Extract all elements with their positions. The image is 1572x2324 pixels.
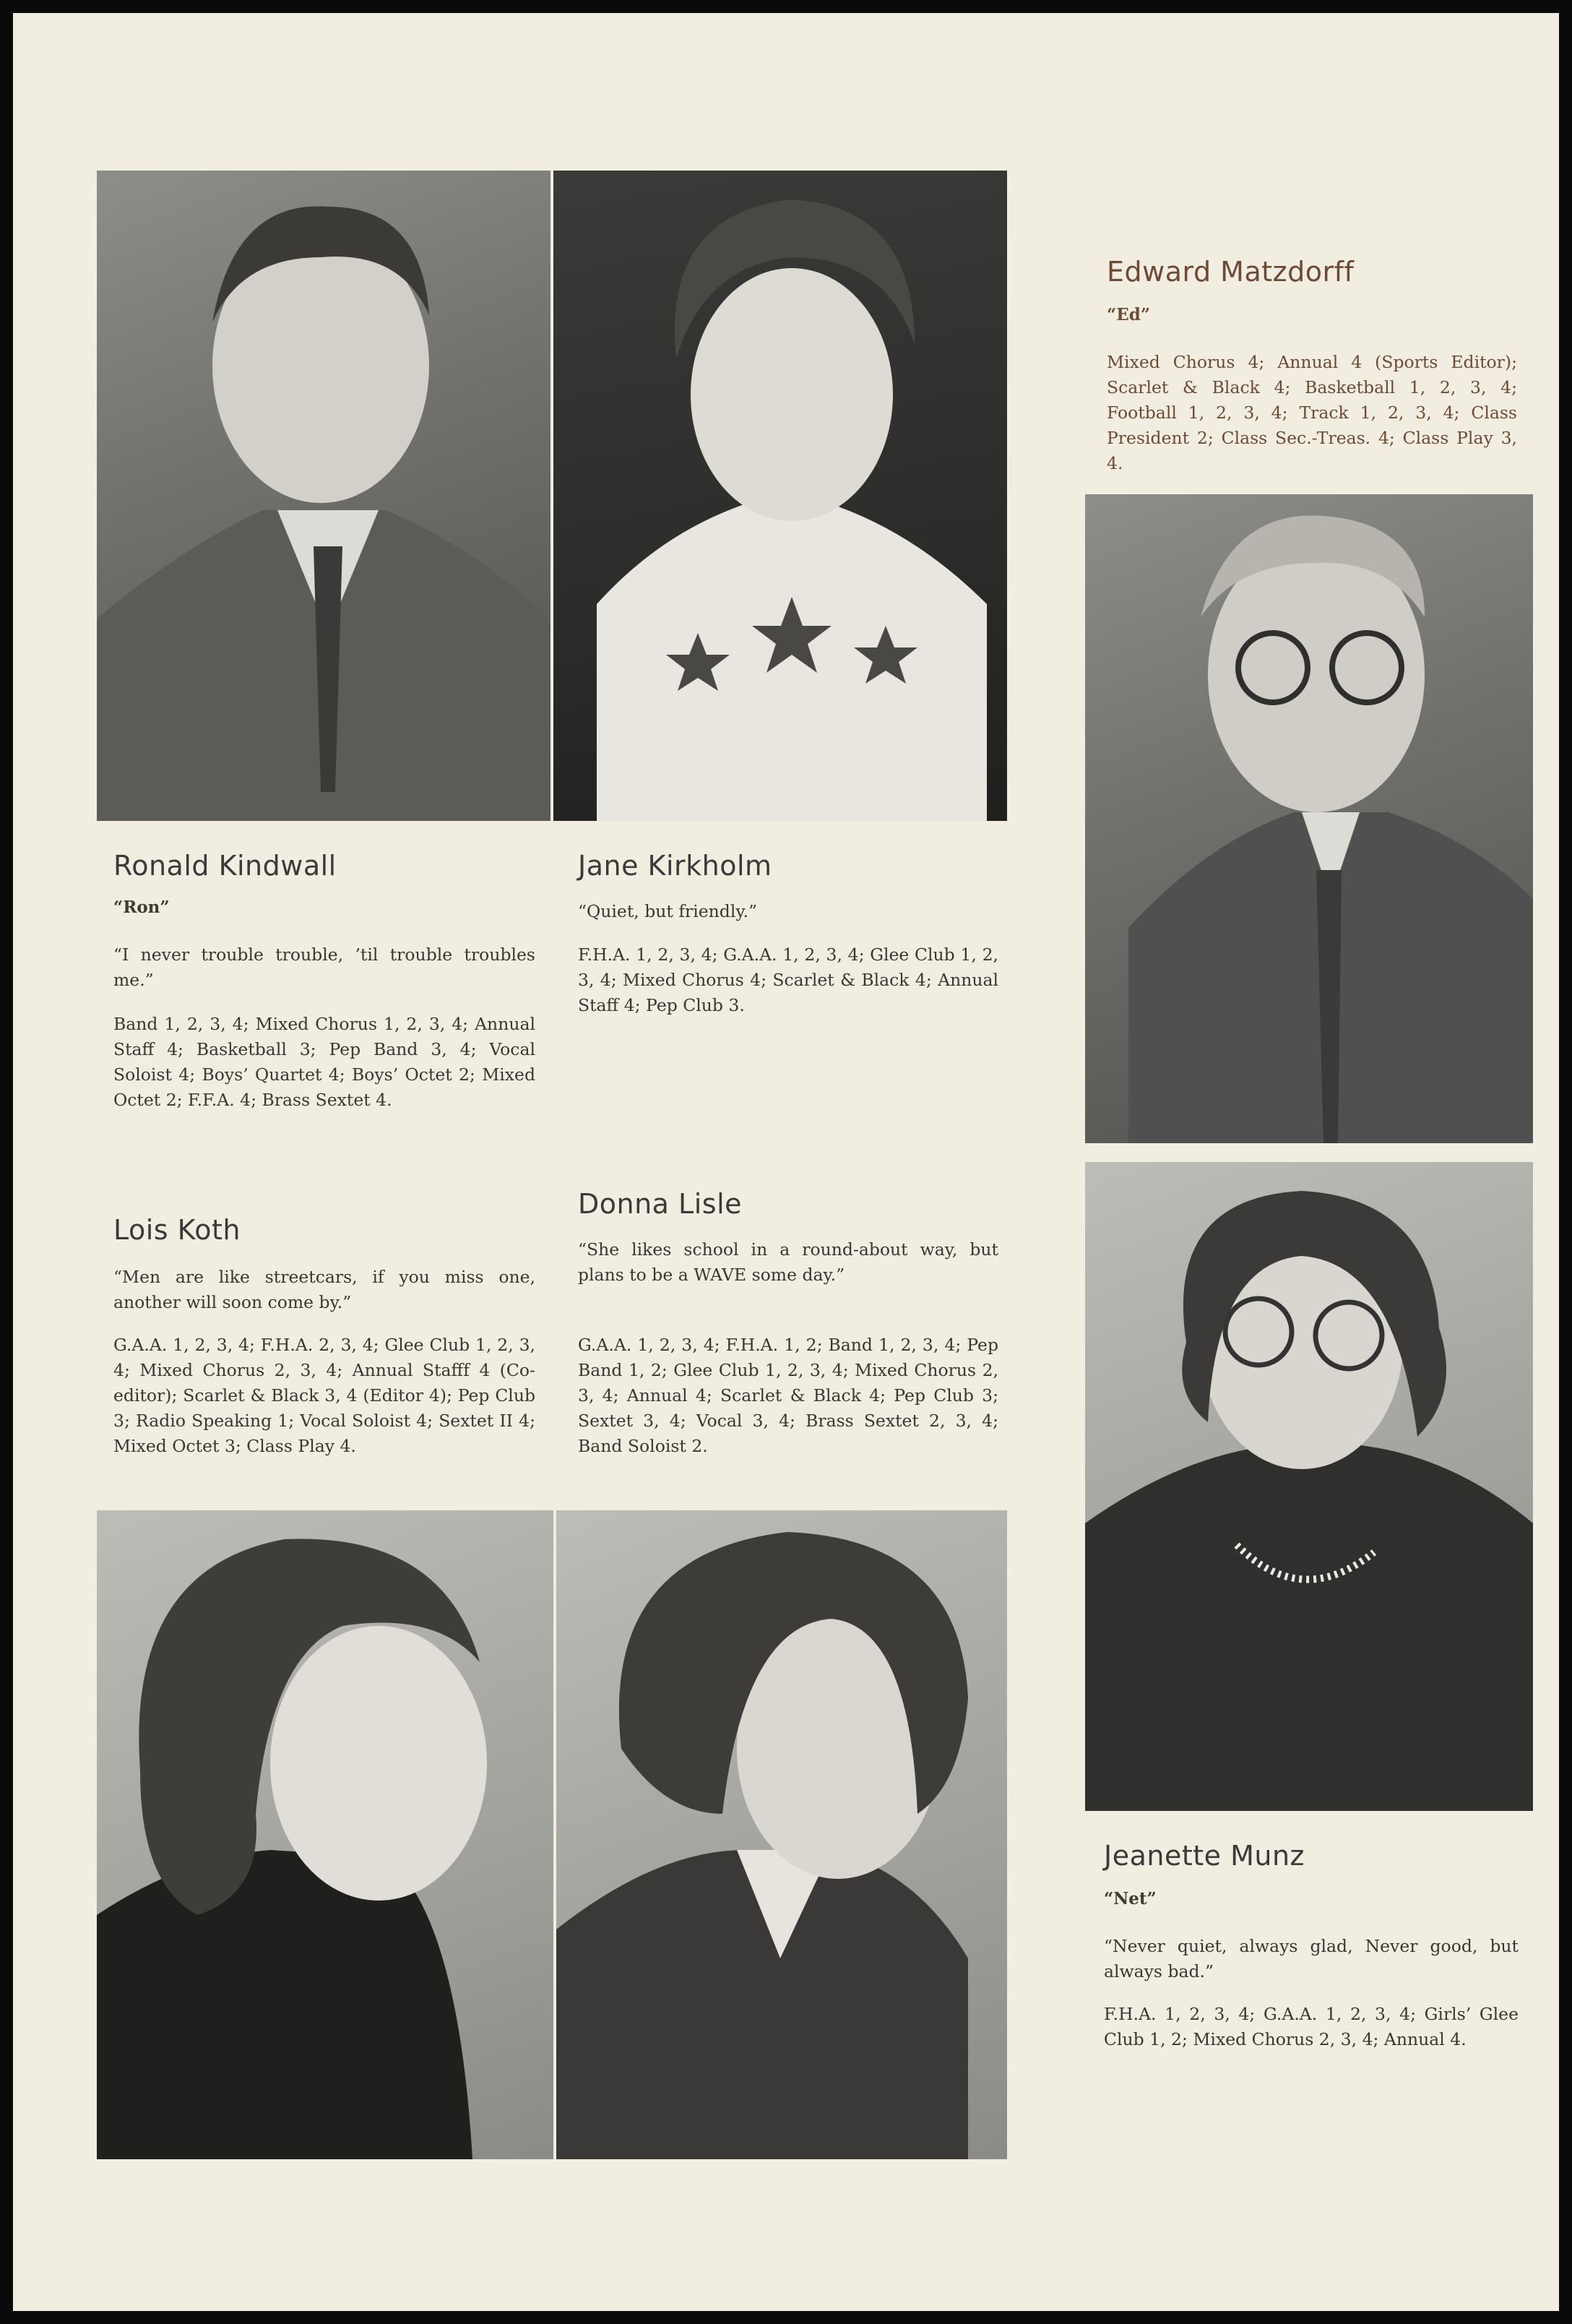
edward-matzdorff-portrait bbox=[1085, 494, 1533, 1143]
donna-lisle-name: Donna Lisle bbox=[578, 1188, 743, 1220]
lois-koth-name: Lois Koth bbox=[113, 1214, 241, 1246]
yearbook-page bbox=[13, 13, 1559, 2311]
ronald-kindwall-portrait bbox=[97, 171, 550, 821]
edward-matzdorff-nickname: “Ed” bbox=[1107, 305, 1151, 324]
donna-lisle-activities: G.A.A. 1, 2, 3, 4; F.H.A. 1, 2; Band 1, 2, 3, 4; Pep Band 1, 2; Glee Club 1, 2, 3, 4; Mixed Chorus 2, 3, 4; Annual 4; Scarlet & Black 4; Pep Club 3; Sextet 3, 4; Vocal 3, 4; Brass Sextet 2, 3, 4; Band Soloist 2. bbox=[578, 1335, 998, 1456]
edward-matzdorff-name: Edward Matzdorff bbox=[1107, 256, 1355, 288]
lois-koth-portrait bbox=[97, 1510, 553, 2159]
jeanette-munz-name: Jeanette Munz bbox=[1104, 1840, 1305, 1872]
jane-kirkholm-name: Jane Kirkholm bbox=[578, 850, 772, 882]
lois-koth-activities: G.A.A. 1, 2, 3, 4; F.H.A. 2, 3, 4; Glee Club 1, 2, 3, 4; Mixed Chorus 2, 3, 4; Annual Stafff 4 (Co-editor); Scarlet & Black 3, 4 (Editor 4); Pep Club 3; Radio Speaking 1; Vocal Soloist 4; Sextet II 4; Mixed Octet 3; Class Play 4. bbox=[113, 1335, 535, 1456]
edward-matzdorff-activities: Mixed Chorus 4; Annual 4 (Sports Editor); Scarlet & Black 4; Basketball 1, 2, 3, 4; Football 1, 2, 3, 4; Track 1, 2, 3, 4; Class President 2; Class Sec.-Treas. 4; Class Play 3, 4. bbox=[1107, 352, 1517, 473]
ronald-kindwall-quote: “I never trouble trouble, ’til trouble troubles me.” bbox=[113, 944, 535, 990]
jane-kirkholm-quote: “Quiet, but friendly.” bbox=[578, 901, 758, 921]
donna-lisle-portrait bbox=[556, 1510, 1007, 2159]
lois-koth-quote: “Men are like streetcars, if you miss one, another will soon come by.” bbox=[113, 1267, 535, 1312]
jane-kirkholm-activities: F.H.A. 1, 2, 3, 4; G.A.A. 1, 2, 3, 4; Glee Club 1, 2, 3, 4; Mixed Chorus 4; Scarlet & Black 4; Annual Staff 4; Pep Club 3. bbox=[578, 944, 998, 1015]
donna-lisle-quote: “She likes school in a round-about way, but plans to be a WAVE some day.” bbox=[578, 1239, 998, 1285]
ronald-kindwall-activities: Band 1, 2, 3, 4; Mixed Chorus 1, 2, 3, 4; Annual Staff 4; Basketball 3; Pep Band 3, 4; Vocal Soloist 4; Boys’ Quartet 4; Boys’ Octet 2; Mixed Octet 2; F.F.A. 4; Brass Sextet 4. bbox=[113, 1014, 535, 1110]
ronald-kindwall-nickname: “Ron” bbox=[113, 898, 170, 917]
jeanette-munz-activities: F.H.A. 1, 2, 3, 4; G.A.A. 1, 2, 3, 4; Girls’ Glee Club 1, 2; Mixed Chorus 2, 3, 4; Annual 4. bbox=[1104, 2004, 1519, 2049]
jeanette-munz-nickname: “Net” bbox=[1104, 1889, 1157, 1908]
ronald-kindwall-name: Ronald Kindwall bbox=[113, 850, 337, 882]
jeanette-munz-quote: “Never quiet, always glad, Never good, but always bad.” bbox=[1104, 1936, 1519, 1981]
jeanette-munz-portrait bbox=[1085, 1162, 1533, 1811]
jane-kirkholm-portrait bbox=[553, 171, 1007, 821]
